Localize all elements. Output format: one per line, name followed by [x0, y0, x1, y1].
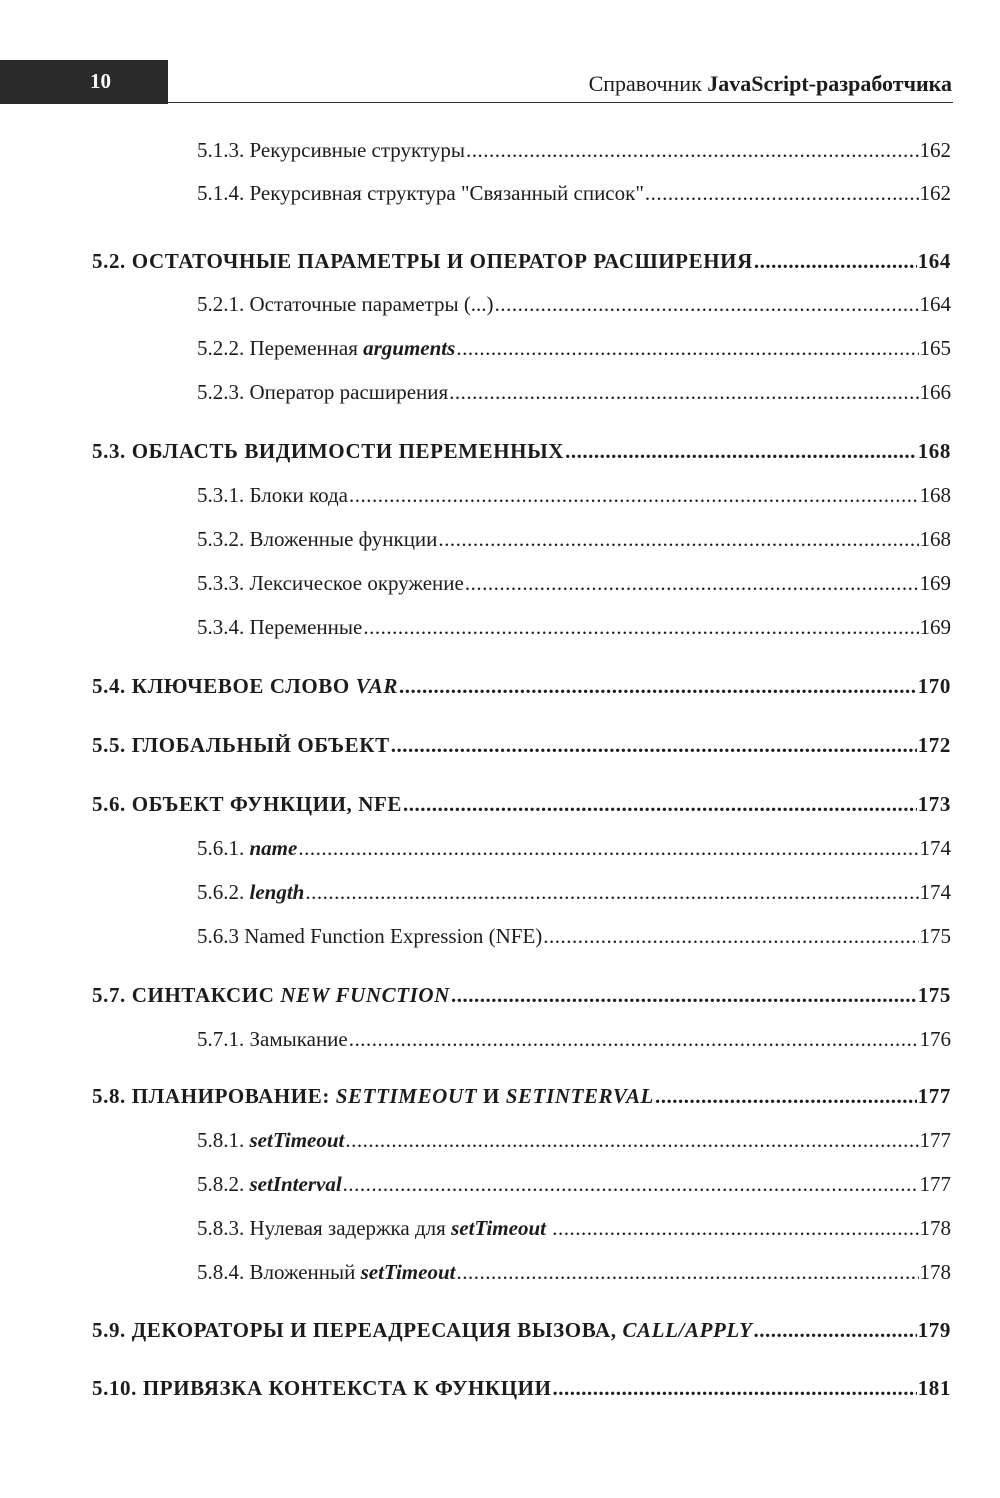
toc-entry-title: 5.3.3. Лексическое окружение — [197, 571, 464, 595]
toc-leader-dots — [565, 439, 917, 464]
toc-leader-dots — [399, 674, 917, 699]
toc-leader-dots — [391, 733, 917, 758]
toc-entry-5-7-1[interactable] — [197, 1027, 951, 1057]
toc-page-number: 162 — [919, 138, 951, 162]
toc-section-5-4[interactable] — [92, 674, 951, 704]
toc-leader-dots — [552, 1216, 918, 1241]
toc-leader-dots — [495, 292, 919, 317]
toc-entry-title: 5.3.4. Переменные — [197, 615, 363, 639]
toc-entry-5-8-1[interactable] — [197, 1128, 951, 1158]
toc-entry-title-text: 5.8.1. — [197, 1128, 250, 1152]
toc-page-number: 162 — [919, 181, 951, 205]
toc-leader-dots — [363, 615, 918, 640]
toc-entry-title-text: 5.8.3. Нулевая задержка для — [197, 1216, 452, 1240]
toc-section-title: 5.2. ОСТАТОЧНЫЕ ПАРАМЕТРЫ И ОПЕРАТОР РАСШИРЕНИЯ — [92, 249, 753, 273]
toc-section-5-8[interactable] — [92, 1084, 951, 1114]
toc-section-5-10[interactable] — [92, 1376, 951, 1406]
toc-entry-5-2-3[interactable] — [197, 380, 951, 410]
toc-section-title: 5.6. ОБЪЕКТ ФУНКЦИИ, NFE — [92, 792, 403, 816]
toc-page-number: 170 — [917, 674, 951, 698]
toc-leader-dots — [645, 181, 919, 206]
toc-page-number: 164 — [917, 249, 951, 273]
toc-section-title — [92, 1318, 753, 1343]
header-rule — [168, 102, 953, 103]
toc-entry-5-2-1[interactable] — [197, 292, 951, 322]
toc-section-5-5[interactable] — [92, 733, 951, 763]
toc-page-number: 174 — [919, 880, 951, 904]
toc-entry-code-term: setTimeout — [249, 1128, 345, 1152]
toc-section-5-2[interactable] — [92, 249, 951, 279]
toc-entry-title-text: 5.8.4. Вложенный — [197, 1260, 361, 1284]
toc-leader-dots — [349, 1027, 919, 1052]
toc-leader-dots — [553, 1376, 917, 1401]
toc-leader-dots — [655, 1084, 917, 1109]
toc-leader-dots — [456, 1260, 918, 1285]
toc-entry-title — [197, 880, 304, 905]
toc-page-number: 178 — [919, 1260, 951, 1284]
toc-section-title — [92, 674, 398, 699]
toc-section-title — [92, 983, 450, 1008]
toc-entry-title: 5.3.1. Блоки кода — [197, 483, 348, 507]
toc-entry-5-3-4[interactable] — [197, 615, 951, 645]
toc-leader-dots — [343, 1172, 919, 1197]
toc-page-number: 165 — [919, 336, 951, 360]
toc-leader-dots — [298, 836, 918, 861]
toc-leader-dots — [754, 1318, 917, 1343]
toc-page-number: 172 — [917, 733, 951, 757]
toc-entry-title — [197, 1128, 344, 1153]
toc-page-number: 175 — [919, 924, 951, 948]
toc-entry-title-text: 5.6.2. — [197, 880, 250, 904]
toc-entry-title-text: 5.8.2. — [197, 1172, 250, 1196]
toc-section-title-text: 5.8. ПЛАНИРОВАНИЕ: — [92, 1084, 336, 1108]
toc-entry-title-text: 5.6.1. — [197, 836, 250, 860]
page-number-tab — [0, 60, 168, 104]
toc-leader-dots — [465, 571, 919, 596]
toc-page-number: 166 — [919, 380, 951, 404]
toc-entry-5-8-2[interactable] — [197, 1172, 951, 1202]
toc-page-number: 178 — [919, 1216, 951, 1240]
toc-entry-5-8-3[interactable] — [197, 1216, 951, 1246]
toc-page-number: 181 — [917, 1376, 951, 1400]
toc-leader-dots — [438, 527, 918, 552]
toc-entry-title: 5.2.3. Оператор расширения — [197, 380, 449, 404]
toc-entry-code-term: setTimeout — [360, 1260, 456, 1284]
toc-entry-5-1-4[interactable] — [197, 181, 951, 211]
toc-entry-title-text: 5.2.2. Переменная — [197, 336, 364, 360]
toc-entry-title — [197, 836, 297, 861]
toc-section-title — [92, 1084, 654, 1109]
toc-entry-5-6-2[interactable] — [197, 880, 951, 910]
toc-entry-5-3-2[interactable] — [197, 527, 951, 557]
toc-entry-5-1-3[interactable] — [197, 138, 951, 168]
running-head-subject: JavaScript-разработчика — [707, 71, 952, 96]
toc-section-title-text: 5.7. СИНТАКСИС — [92, 983, 281, 1007]
toc-section-5-6[interactable] — [92, 792, 951, 822]
toc-section-title-text: 5.4. КЛЮЧЕВОЕ СЛОВО — [92, 674, 356, 698]
toc-entry-title: 5.1.3. Рекурсивные структуры — [197, 138, 465, 162]
toc-entry-code-term: setTimeout — [451, 1216, 546, 1240]
toc-entry-code-term: setInterval — [249, 1172, 342, 1196]
toc-leader-dots — [449, 380, 918, 405]
toc-entry-5-8-4[interactable] — [197, 1260, 951, 1290]
toc-section-title: 5.10. ПРИВЯЗКА КОНТЕКСТА К ФУНКЦИИ — [92, 1376, 552, 1400]
toc-leader-dots — [754, 249, 917, 274]
toc-page-number: 169 — [919, 615, 951, 639]
toc-entry-title — [197, 1172, 342, 1197]
running-head — [589, 71, 952, 97]
toc-page-number: 168 — [919, 527, 951, 551]
toc-entry-title — [197, 336, 455, 361]
toc-page-number: 177 — [917, 1084, 951, 1108]
toc-entry-title: 5.1.4. Рекурсивная структура "Связанный список" — [197, 181, 644, 205]
toc-entry-title — [197, 1216, 551, 1241]
toc-leader-dots — [466, 138, 919, 163]
running-head-title: Справочник — [588, 71, 702, 96]
toc-entry-title: 5.3.2. Вложенные функции — [197, 527, 438, 551]
toc-entry-5-3-3[interactable] — [197, 571, 951, 601]
toc-entry-title — [197, 1260, 455, 1285]
toc-section-5-9[interactable] — [92, 1318, 951, 1348]
toc-section-keyword: NEW FUNCTION — [280, 983, 450, 1007]
toc-section-keyword: SETINTERVAL — [505, 1084, 654, 1108]
toc-leader-dots — [456, 336, 918, 361]
toc-leader-dots — [349, 483, 919, 508]
toc-entry-code-term: name — [249, 836, 298, 860]
toc-entry-5-2-2[interactable] — [197, 336, 951, 366]
toc-page-number: 177 — [919, 1128, 951, 1152]
toc-section-keyword: CALL/APPLY — [622, 1318, 753, 1342]
toc-page-number: 164 — [919, 292, 951, 316]
toc-leader-dots — [543, 924, 918, 949]
toc-entry-5-6-1[interactable] — [197, 836, 951, 866]
toc-entry-title: 5.7.1. Замыкание — [197, 1027, 348, 1051]
toc-section-keyword: VAR — [355, 674, 398, 698]
toc-leader-dots — [403, 792, 917, 817]
toc-entry-5-6-3[interactable] — [197, 924, 951, 954]
toc-page-number: 173 — [917, 792, 951, 816]
toc-page-number: 174 — [919, 836, 951, 860]
toc-page-number: 177 — [919, 1172, 951, 1196]
toc-section-5-7[interactable] — [92, 983, 951, 1013]
toc-page-number: 168 — [919, 483, 951, 507]
toc-page-number: 169 — [919, 571, 951, 595]
toc-entry-code-term: arguments — [363, 336, 456, 360]
toc-leader-dots — [345, 1128, 918, 1153]
toc-leader-dots — [451, 983, 917, 1008]
toc-leader-dots — [305, 880, 918, 905]
toc-page-number: 179 — [917, 1318, 951, 1342]
toc-entry-code-term: length — [249, 880, 305, 904]
toc-section-title: 5.3. ОБЛАСТЬ ВИДИМОСТИ ПЕРЕМЕННЫХ — [92, 439, 565, 463]
toc-page-number: 168 — [917, 439, 951, 463]
toc-section-keyword: SETTIMEOUT — [335, 1084, 478, 1108]
toc-section-title-conjunction: И — [477, 1084, 506, 1108]
toc-page-number: 175 — [917, 983, 951, 1007]
toc-section-title: 5.5. ГЛОБАЛЬНЫЙ ОБЪЕКТ — [92, 733, 390, 757]
toc-page-number: 176 — [919, 1027, 951, 1051]
toc-section-title-text: 5.9. ДЕКОРАТОРЫ И ПЕРЕАДРЕСАЦИЯ ВЫЗОВА, — [92, 1318, 623, 1342]
toc-entry-title: 5.6.3 Named Function Expression (NFE) — [197, 924, 543, 948]
page-number: 10 — [90, 69, 111, 93]
toc-section-5-3[interactable] — [92, 439, 951, 469]
toc-entry-title: 5.2.1. Остаточные параметры (...) — [197, 292, 494, 316]
toc-entry-5-3-1[interactable] — [197, 483, 951, 513]
